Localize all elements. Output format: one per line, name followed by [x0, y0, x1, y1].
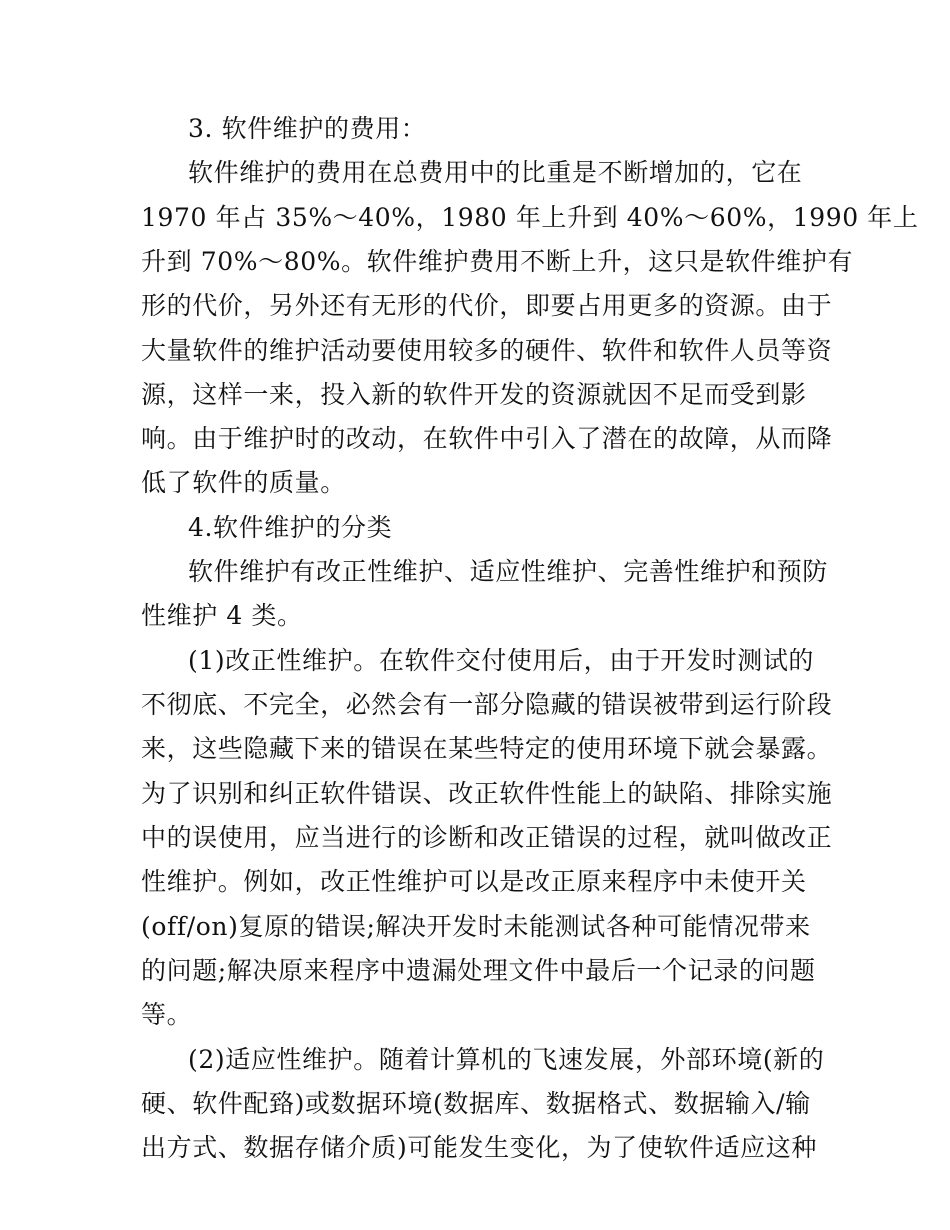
paragraph-line: 低了软件的质量。 — [141, 468, 346, 497]
paragraph-line: 不彻底、不完全，必然会有一部分隐藏的错误被带到运行阶段 — [141, 690, 833, 719]
paragraph-line: 中的误使用，应当进行的诊断和改正错误的过程，就叫做改正 — [141, 823, 833, 852]
paragraph-line: 形的代价，另外还有无形的代价，即要占用更多的资源。由于 — [141, 291, 833, 320]
paragraph-line: 性维护 4 类。 — [141, 601, 303, 630]
paragraph-line: 出方式、数据存储介质)可能发生变化，为了使软件适应这种 — [141, 1133, 817, 1162]
paragraph-line: (off/on)复原的错误;解决开发时未能测试各种可能情况带来 — [141, 912, 811, 941]
paragraph-line: (2)适应性维护。随着计算机的飞速发展，外部环境(新的 — [188, 1045, 825, 1074]
section-heading-maintenance-cost: 3. 软件维护的费用： — [188, 114, 427, 143]
paragraph-line: 硬、软件配臵)或数据环境(数据库、数据格式、数据输入/输 — [141, 1089, 811, 1118]
paragraph-line: 升到 70%～80%。软件维护费用不断上升，这只是软件维护有 — [141, 247, 854, 276]
paragraph-line: 等。 — [141, 1000, 193, 1029]
paragraph-line: 大量软件的维护活动要使用较多的硬件、软件和软件人员等资 — [141, 336, 833, 365]
section-heading-maintenance-types: 4.软件维护的分类 — [188, 513, 393, 542]
paragraph-line: 性维护。例如，改正性维护可以是改正原来程序中未使开关 — [141, 867, 807, 896]
paragraph-line: 响。由于维护时的改动，在软件中引入了潜在的故障，从而降 — [141, 424, 833, 453]
paragraph-line: 为了识别和纠正软件错误、改正软件性能上的缺陷、排除实施 — [141, 779, 833, 808]
paragraph-line: 软件维护有改正性维护、适应性维护、完善性维护和预防 — [188, 557, 829, 586]
paragraph-line: 软件维护的费用在总费用中的比重是不断增加的，它在 — [188, 158, 803, 187]
paragraph-line: 1970 年占 35%～40%，1980 年上升到 40%～60%，1990 年上 — [141, 203, 919, 232]
paragraph-line: (1)改正性维护。在软件交付使用后，由于开发时测试的 — [188, 646, 815, 675]
paragraph-line: 的问题;解决原来程序中遗漏处理文件中最后一个记录的问题 — [141, 956, 816, 985]
paragraph-line: 源，这样一来，投入新的软件开发的资源就因不足而受到影 — [141, 380, 807, 409]
paragraph-line: 来，这些隐藏下来的错误在某些特定的使用环境下就会暴露。 — [141, 734, 833, 763]
